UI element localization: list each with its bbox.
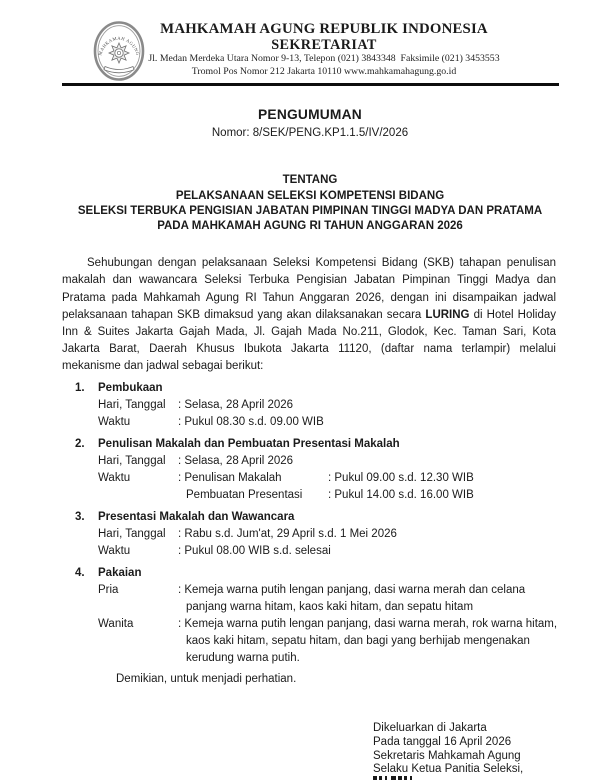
row-value: : Selasa, 28 April 2026: [178, 398, 294, 411]
schedule-row: [98, 470, 565, 487]
row-sublabel: : Penulisan Makalah: [178, 471, 282, 484]
item-rows: [98, 582, 565, 667]
schedule-item-pakaian: [75, 565, 565, 667]
row-label: Hari, Tanggal: [98, 454, 166, 467]
schedule-row: [98, 453, 565, 470]
document-title-block: [62, 107, 558, 141]
schedule-item-pembukaan: [75, 380, 565, 431]
item-title-text: Pembukaan: [98, 381, 163, 394]
item-number: 1.: [75, 381, 85, 394]
row-label: Waktu: [98, 415, 131, 428]
supreme-court-seal-icon: [93, 21, 145, 84]
row-label: Wanita: [98, 617, 134, 630]
item-rows: [98, 526, 565, 560]
row-value: : Kemeja warna putih lengan panjang, dasi warna merah dan celana panjang warna hitam, kaos kaki hitam, dan sepatu hitam: [178, 583, 526, 613]
row-label: Waktu: [98, 544, 131, 557]
item-title: [75, 380, 565, 397]
row-value: : Rabu s.d. Jum'at, 29 April s.d. 1 Mei 2026: [178, 527, 397, 540]
org-address-line2: Tromol Pos Nomor 212 Jakarta 10110 www.mahkamahagung.go.id: [191, 65, 457, 77]
schedule-row: [98, 582, 565, 616]
org-name: MAHKAMAH AGUNG REPUBLIK INDONESIA: [160, 21, 488, 37]
row-label: Pria: [98, 583, 119, 596]
item-title: [75, 565, 565, 582]
intro-emphasis: LURING: [425, 308, 470, 321]
item-rows: [98, 397, 565, 431]
row-value: : Pukul 14.00 s.d. 16.00 WIB: [328, 488, 474, 501]
subject-line: PADA MAHKAMAH AGUNG RI TAHUN ANGGARAN 2026: [157, 219, 463, 232]
seal-graphic: [93, 21, 145, 81]
intro-paragraph: [62, 255, 556, 375]
signature-role: Selaku Ketua Panitia Seleksi,: [373, 763, 524, 776]
seal-text: MAHKAMAH AGUNG: [97, 35, 141, 57]
signature-position: Sekretaris Mahkamah Agung: [373, 749, 521, 762]
item-number: 2.: [75, 437, 85, 450]
item-title: [75, 509, 565, 526]
schedule-row: [98, 414, 565, 431]
row-value: : Pukul 08.30 s.d. 09.00 WIB: [178, 415, 324, 428]
row-value: : Selasa, 28 April 2026: [178, 454, 294, 467]
item-title-text: Pakaian: [98, 566, 142, 579]
item-rows: [98, 453, 565, 504]
row-label: [98, 487, 178, 504]
closing-sentence: Demikian, untuk menjadi perhatian.: [116, 672, 297, 685]
row-value: : Pukul 09.00 s.d. 12.30 WIB: [328, 471, 474, 484]
schedule-item-penulisan-makalah: [75, 436, 565, 504]
subject-label: TENTANG: [282, 174, 338, 187]
org-address-line1: Jl. Medan Merdeka Utara Nomor 9-13, Telepon (021) 3843348 Faksimile (021) 3453553: [148, 53, 500, 64]
row-value: : Kemeja warna putih lengan panjang, dasi warna merah, rok warna hitam, kaos kaki hitam, sepatu hitam, dan bagi yang berhijab mengenakan kerudung warna putih.: [178, 617, 558, 664]
subject-block: [62, 173, 558, 234]
subject-line: PELAKSANAAN SELEKSI KOMPETENSI BIDANG: [175, 189, 445, 202]
row-value: : Pukul 08.00 WIB s.d. selesai: [178, 544, 331, 557]
document-number: Nomor: 8/SEK/PENG.KP1.1.5/IV/2026: [211, 127, 409, 140]
subject-line: SELEKSI TERBUKA PENGISIAN JABATAN PIMPINAN TINGGI MADYA DAN PRATAMA: [77, 204, 543, 217]
schedule-row: [98, 543, 565, 560]
row-label: Hari, Tanggal: [98, 527, 166, 540]
intro-text-1: Sehubungan dengan pelaksanaan Seleksi Kompetensi Bidang (SKB) tahapan penulisan makalah dan wawancara Seleksi Terbuka Pengisian Jabatan Pimpinan Tinggi Madya dan Pratama pada Mahkamah Agung RI Tahun Anggaran 2026, dengan ini disampaikan jadwal pelaksanaan tahapan SKB dimaksud yang akan dilaksanakan secara: [62, 257, 556, 321]
schedule-row: [98, 526, 565, 543]
item-title-text: Presentasi Makalah dan Wawancara: [98, 510, 295, 523]
signature-place: Dikeluarkan di Jakarta: [373, 722, 487, 734]
schedule-row: [98, 487, 565, 504]
letterhead: [0, 0, 603, 86]
schedule-list: [75, 380, 565, 667]
document-heading: PENGUMUMAN: [258, 106, 362, 122]
schedule-item-presentasi: [75, 509, 565, 560]
intro-text-2: di Hotel Holiday Inn & Suites Jakarta Gajah Mada, Jl. Gajah Mada No.211, Glodok, Kec. Taman Sari, Kota Jakarta Barat, Daerah Khusus Ibukota Jakarta 11120, (daftar nama terlampir) melalui mekanisme dan jadwal sebagai berikut:: [62, 308, 556, 373]
schedule-row: [98, 616, 565, 667]
row-label: Hari, Tanggal: [98, 398, 166, 411]
org-unit: SEKRETARIAT: [271, 37, 377, 53]
item-title-text: Penulisan Makalah dan Pembuatan Presentasi Makalah: [98, 437, 400, 450]
row-sublabel: Pembuatan Presentasi: [186, 488, 303, 501]
item-number: 4.: [75, 566, 85, 579]
item-number: 3.: [75, 510, 85, 523]
item-title: [75, 436, 565, 453]
row-label: Waktu: [98, 471, 131, 484]
schedule-row: [98, 397, 565, 414]
signature-block: [373, 722, 523, 777]
qr-code-icon: [373, 776, 414, 780]
signature-date: Pada tanggal 16 April 2026: [373, 735, 512, 748]
